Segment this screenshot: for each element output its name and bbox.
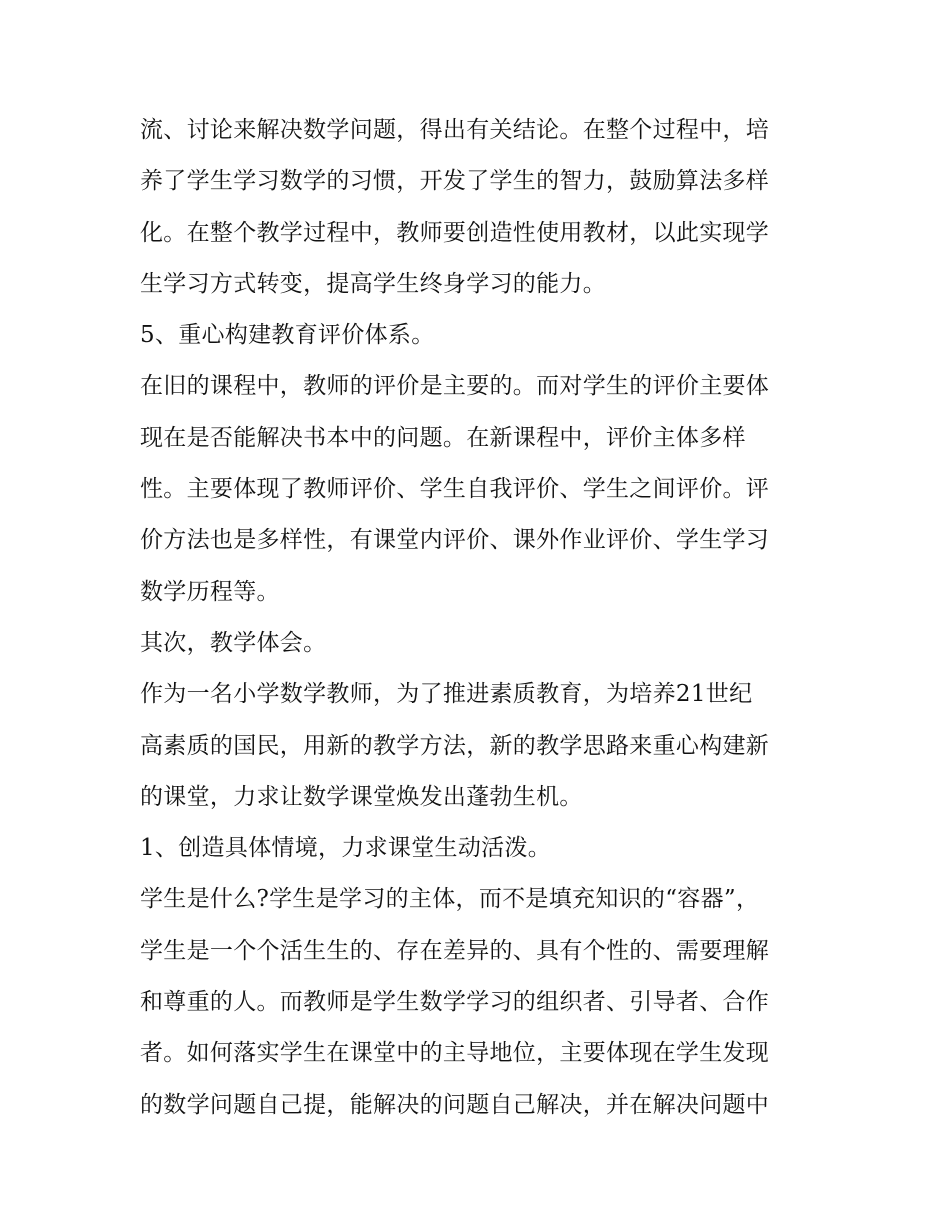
text-line-4: 生学习方式转变，提高学生终身学习的能力。 bbox=[140, 270, 606, 297]
text-line-19: 者。如何落实学生在课堂中的主导地位，主要体现在学生发现 bbox=[140, 1040, 770, 1067]
text-line-13: 高素质的国民，用新的教学方法，新的教学思路来重心构建新 bbox=[140, 732, 770, 759]
text-line-8: 性。主要体现了教师评价、学生自我评价、学生之间评价。评 bbox=[140, 476, 770, 503]
text-line-9: 价方法也是多样性，有课堂内评价、课外作业评价、学生学习 bbox=[140, 527, 770, 554]
text-line-6: 在旧的课程中，教师的评价是主要的。而对学生的评价主要体 bbox=[140, 373, 770, 400]
text-line-18: 和尊重的人。而教师是学生数学学习的组织者、引导者、合作 bbox=[140, 989, 770, 1016]
text-line-2: 养了学生学习数学的习惯，开发了学生的智力，鼓励算法多样 bbox=[140, 168, 770, 195]
text-line-16: 学生是什么?学生是学习的主体，而不是填充知识的“容器”， bbox=[140, 886, 760, 913]
text-line-7: 现在是否能解决书本中的问题。在新课程中，评价主体多样 bbox=[140, 424, 746, 451]
section-heading-1: 1、创造具体情境，力求课堂生动活泼。 bbox=[140, 835, 552, 862]
text-line-10: 数学历程等。 bbox=[140, 578, 280, 605]
text-line-17: 学生是一个个活生生的、存在差异的、具有个性的、需要理解 bbox=[140, 937, 770, 964]
text-line-20: 的数学问题自己提，能解决的问题自己解决，并在解决问题中 bbox=[140, 1091, 770, 1118]
section-heading-teaching-experience: 其次，教学体会。 bbox=[140, 629, 327, 656]
section-heading-5: 5、重心构建教育评价体系。 bbox=[140, 322, 435, 349]
text-line-1: 流、讨论来解决数学问题，得出有关结论。在整个过程中，培 bbox=[140, 117, 770, 143]
text-line-3: 化。在整个教学过程中，教师要创造性使用教材，以此实现学 bbox=[140, 219, 770, 246]
text-line-12: 作为一名小学数学教师，为了推进素质教育，为培养21世纪 bbox=[140, 681, 753, 708]
document-body bbox=[140, 105, 820, 1131]
text-line-14: 的课堂，力求让数学课堂焕发出蓬勃生机。 bbox=[140, 783, 583, 810]
